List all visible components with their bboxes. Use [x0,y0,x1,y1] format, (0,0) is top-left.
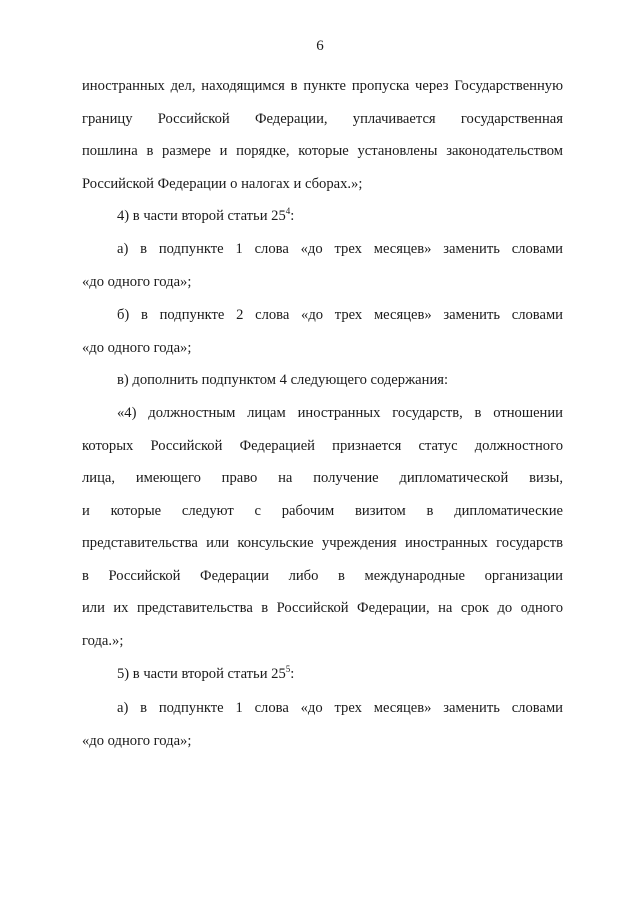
paragraph-subitem-a [82,233,563,298]
text-line: в) дополнить подпунктом 4 следующего содержания: [117,372,449,388]
article-superscript: 5 [285,664,291,675]
text-line: б) в подпункте 2 слова «до трех месяцев» заменить словами [117,307,563,323]
text-line: границу Российской Федерации, уплачивается государственная [82,110,563,127]
text-line: которых Российской Федерацией признается статус должностного [82,437,563,454]
item-4-text: 4) в части второй статьи 25 [117,208,286,224]
item-4-colon: : [290,208,295,224]
paragraph-subitem-v [82,364,563,397]
text-line [82,200,563,233]
text-line: а) в подпункте 1 слова «до трех месяцев» заменить словами [117,241,563,257]
paragraph-item-5 [82,658,563,691]
text-line: лица, имеющего право на получение дипломатической визы, [82,470,563,486]
text-line: пошлина в размере и порядке, которые установлены законодательством [82,143,563,159]
paragraph-subitem-a-2 [82,692,563,757]
text-line: в Российской Федерации либо в международные организации [82,567,563,584]
text-line: Российской Федерации о налогах и сборах.»; [82,175,363,192]
text-line: «4) должностным лицам иностранных государств, в отношении [117,405,563,421]
item-5-text: 5) в части второй статьи 25 [117,666,286,682]
text-line: представительства или консульские учреждения иностранных государств [82,535,563,551]
paragraph-quoted-subpoint-4 [82,397,563,657]
paragraph-item-4 [82,200,563,233]
text-line: и которые следуют с рабочим визитом в дипломатические [82,502,563,519]
page-number: 6 [316,38,324,54]
text-line: года.»; [82,632,124,649]
text-line: «до одного года»; [82,273,192,290]
text-line [82,658,563,691]
text-line: «до одного года»; [82,732,192,749]
text-line: или их представительства в Российской Федерации, на срок до одного [82,600,563,616]
text-line: «до одного года»; [82,339,192,356]
paragraph-continuation [82,70,563,200]
text-line: иностранных дел, находящимся в пункте пропуска через Государственную [82,78,563,94]
article-superscript: 4 [285,206,291,217]
item-5-colon: : [290,666,295,682]
paragraph-subitem-b [82,299,563,364]
text-line: а) в подпункте 1 слова «до трех месяцев» заменить словами [117,700,563,716]
